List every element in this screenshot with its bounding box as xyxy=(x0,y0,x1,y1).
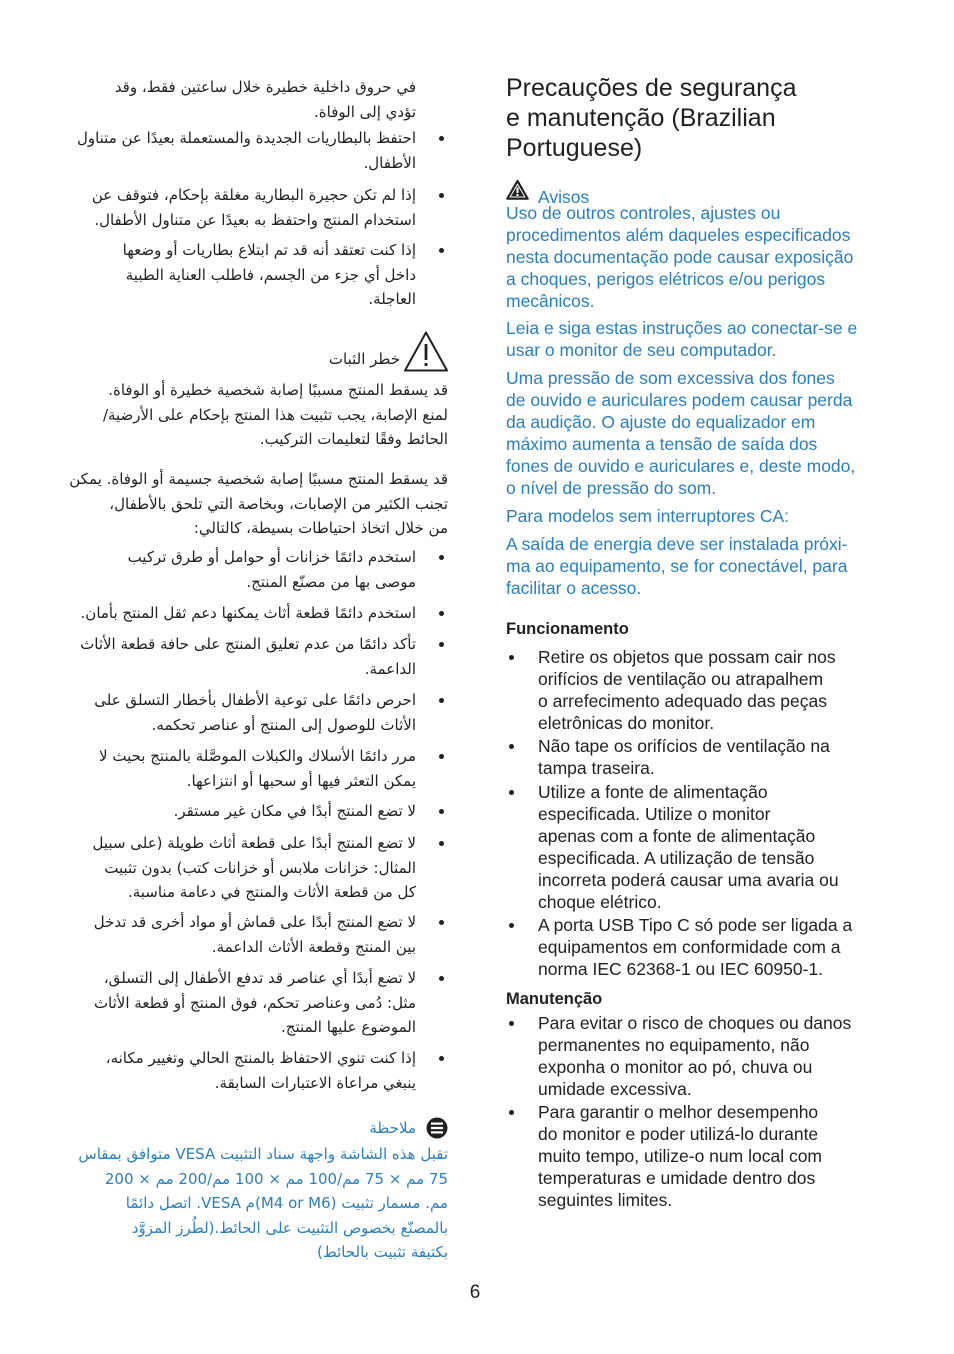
page-title: Precauções de segurança e manutenção (Brazilian Portuguese) xyxy=(506,74,797,162)
stability-paragraph: قد يسقط المنتج مسببًا إصابة شخصية خطيرة أو الوفاة. لمنع الإصابة، يجب تثبيت هذا المنتج بإحكام على الأرضية/ الحائط وفقًا لتعليمات التركيب. xyxy=(102,381,448,448)
warning-paragraph: Para modelos sem interruptores CA: xyxy=(506,506,790,526)
warning-triangle-icon xyxy=(403,330,449,373)
operation-bullet-item: Utilize a fonte de alimentação especificada. Utilize o monitor apenas com a fonte de alimentação especificada. A utilização de tensão incorreta poderá causar uma avaria ou choque elétrico. xyxy=(506,781,896,913)
battery-warning-continuation: في حروق داخلية خطيرة خلال ساعتين فقط، وقد تؤدي إلى الوفاة. xyxy=(114,78,416,121)
battery-bullet-item: إذا لم تكن حجيرة البطارية مغلقة بإحكام، فتوقف عن استخدام المنتج واحتفظ به بعيدًا عن متناول الأطفال. xyxy=(56,183,448,232)
stability-bullet-item: استخدم دائمًا قطعة أثاث يمكنها دعم ثقل المنتج بأمان. xyxy=(56,601,448,626)
operation-bullet-item: A porta USB Tipo C só pode ser ligada a equipamentos em conformidade com a norma IEC 62368-1 ou IEC 60950-1. xyxy=(506,914,896,980)
warning-icon xyxy=(506,179,529,201)
stability-bullet-item: لا تضع أبدًا أي عناصر قد تدفع الأطفال إلى التسلق، مثل: دُمى وعناصر تحكم، فوق المنتج أو قطعة الأثاث الموضوع عليها المنتج. xyxy=(56,966,448,1040)
stability-bullet-item: تأكد دائمًا من عدم تعليق المنتج على حافة قطعة الأثاث الداعمة. xyxy=(56,632,448,681)
stability-hazard-heading: خطر الثبات xyxy=(328,350,400,368)
warning-paragraph: A saída de energia deve ser instalada próxi- ma ao equipamento, se for conectável, para facilitar o acesso. xyxy=(506,534,848,598)
warning-paragraph: Uma pressão de som excessiva dos fones de ouvido e auriculares podem causar perda da audição. O ajuste do equalizador em máximo aumenta a tensão de saída dos fones de ouvido e auriculares e, deste modo, o nível de pressão do som. xyxy=(506,368,856,498)
note-text: تقبل هذه الشاشة واجهة سناد التثبيت VESA متوافق بمقاس 75 مم × 75 مم/100 مم × 100 مم/200 مم × 200 مم. مسمار تثبيت (M4 or M6)م VESA. اتصل دائمًا بالمصنّع بخصوص التثبيت على الحائط.(لطُرز المزوَّد بكتيفة تثبيت بالحائط) xyxy=(78,1145,448,1261)
maintenance-bullet-item: Para evitar o risco de choques ou danos permanentes no equipamento, não exponha o monitor ao pó, chuva ou umidade excessiva. xyxy=(506,1012,896,1100)
warning-paragraph: Leia e siga estas instruções ao conectar-se e usar o monitor de seu computador. xyxy=(506,318,858,360)
stability-paragraph: قد يسقط المنتج مسببًا إصابة شخصية جسيمة أو الوفاة. يمكن تجنب الكثير من الإصابات، وبخاصة التي تلحق بالأطفال، من خلال اتخاذ احتياطات بسيطة، كالتالي: xyxy=(69,470,448,537)
stability-bullet-item: لا تضع المنتج أبدًا في مكان غير مستقر. xyxy=(56,799,448,824)
warnings-heading: Avisos xyxy=(538,187,590,207)
maintenance-bullet-item: Para garantir o melhor desempenho do monitor e poder utilizá-lo durante muito tempo, utilize-o num local com temperaturas e umidade dentro dos seguintes limites. xyxy=(506,1101,896,1211)
operation-bullet-item: Não tape os orifícios de ventilação na tampa traseira. xyxy=(506,735,896,779)
note-heading: ملاحظة xyxy=(369,1119,416,1137)
page-number: 6 xyxy=(469,1282,481,1303)
section-heading-manutencao: Manutenção xyxy=(506,990,603,1008)
stability-bullet-item: مرر دائمًا الأسلاك والكبلات الموصَّلة بالمنتج بحيث لا يمكن التعثر فيها أو سحبها أو انتزاعها. xyxy=(56,744,448,793)
section-heading-funcionamento: Funcionamento xyxy=(506,620,629,638)
stability-bullet-item: احرص دائمًا على توعية الأطفال بأخطار التسلق على الأثاث للوصول إلى المنتج أو عناصر تحكمه. xyxy=(56,688,448,737)
battery-bullet-item: احتفظ بالبطاريات الجديدة والمستعملة بعيدًا عن متناول الأطفال. xyxy=(56,126,448,175)
operation-bullet-item: Retire os objetos que possam cair nos orifícios de ventilação ou atrapalhem o arrefecimento adequado das peças eletrônicas do monitor. xyxy=(506,646,896,734)
stability-bullet-item: استخدم دائمًا خزانات أو حوامل أو طرق تركيب موصى بها من مصنّع المنتج. xyxy=(56,545,448,594)
stability-bullet-item: لا تضع المنتج أبدًا على قطعة أثاث طويلة (على سبيل المثال: خزانات ملابس أو خزانات كتب) بدون تثبيت كل من قطعة الأثاث والمنتج في دعامة مناسبة. xyxy=(56,831,448,905)
stability-bullet-item: إذا كنت تنوي الاحتفاظ بالمنتج الحالي وتغيير مكانه، ينبغي مراعاة الاعتبارات السابقة. xyxy=(56,1046,448,1095)
note-icon xyxy=(426,1117,448,1139)
stability-bullet-item: لا تضع المنتج أبدًا على قماش أو مواد أخرى قد تدخل بين المنتج وقطعة الأثاث الداعمة. xyxy=(56,910,448,959)
warning-paragraph: Uso de outros controles, ajustes ou procedimentos além daqueles especificados nesta documentação pode causar exposição a choques, perigos elétricos e/ou perigos mecânicos. xyxy=(506,203,854,311)
battery-bullet-item: إذا كنت تعتقد أنه قد تم ابتلاع بطاريات أو وضعها داخل أي جزء من الجسم، فاطلب العناية الطبية العاجلة. xyxy=(56,238,448,312)
